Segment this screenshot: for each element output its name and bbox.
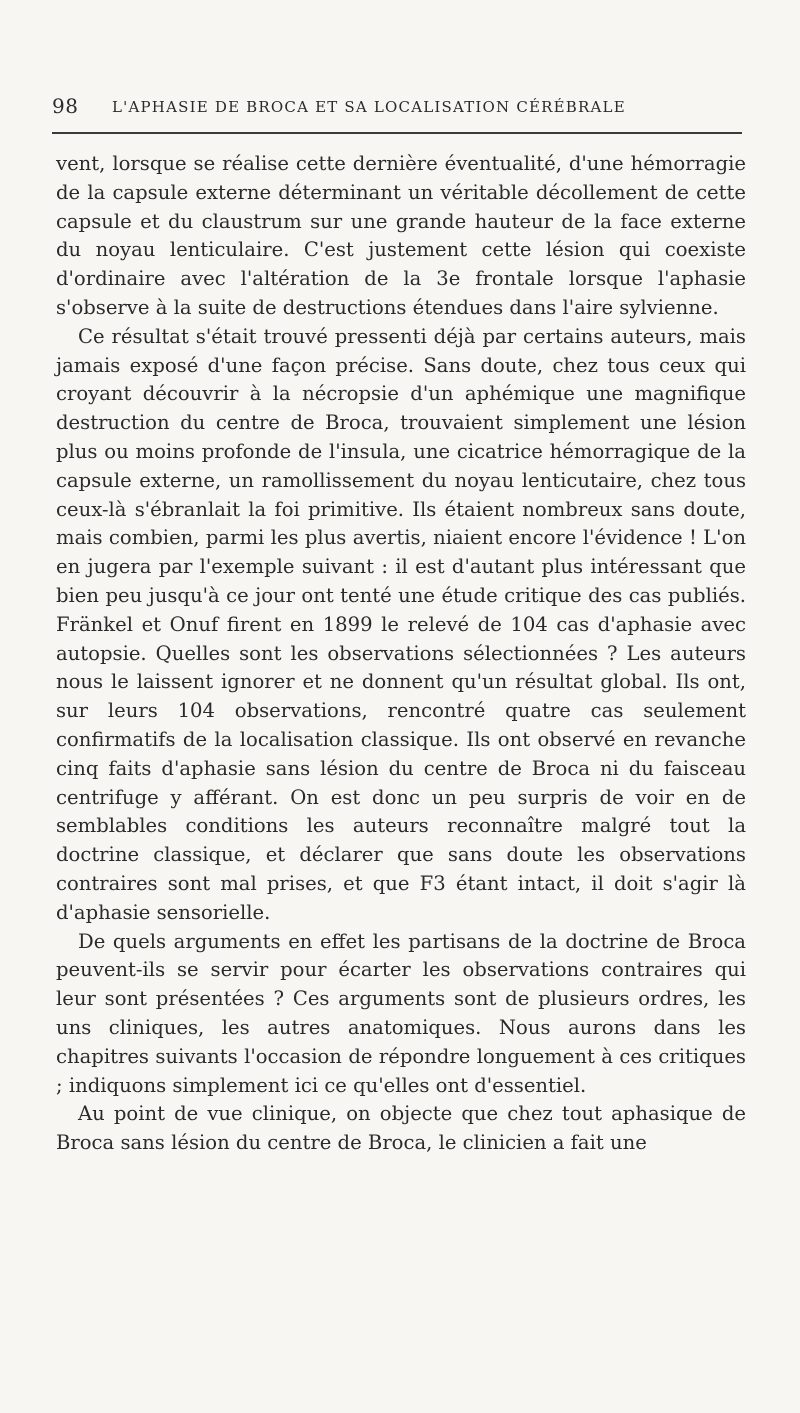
page-number: 98 (52, 94, 79, 118)
paragraph: Ce résultat s'était trouvé pressenti déjà par certains auteurs, mais jamais exposé d'une façon précise. Sans doute, chez tous ceux qui croyant découvrir à la nécropsie d'un aphémique une magnifique destruction du centre de Broca, trouvaient simplement une lésion plus ou moins profonde de l'insula, une cicatrice hémorragique de la capsule externe, un ramollissement du noyau lenticutaire, chez tous ceux-là s'ébranlait la foi primitive. Ils étaient nombreux sans doute, mais combien, parmi les plus avertis, niaient encore l'évidence ! L'on en jugera par l'exemple suivant : il est d'autant plus intéressant que bien peu jusqu'à ce jour ont tenté une étude critique des cas publiés. Fränkel et Onuf firent en 1899 le relevé de 104 cas d'aphasie avec autopsie. Quelles sont les observations sélectionnées ? Les auteurs nous le laissent ignorer et ne donnent qu'un résultat global. Ils ont, sur leurs 104 observations, rencontré quatre cas seulement confirmatifs de la localisation classique. Ils ont observé en revanche cinq faits d'aphasie sans lésion du centre de Broca ni du faisceau centrifuge y afférant. On est donc un peu surpris de voir en de semblables conditions les auteurs reconnaître malgré tout la doctrine classique, et déclarer que sans doute les observations contraires sont mal prises, et que F3 étant intact, il doit s'agir là d'aphasie sensorielle. (56, 324, 746, 924)
page-header (52, 92, 742, 134)
paragraph: De quels arguments en effet les partisans de la doctrine de Broca peuvent-ils se servir pour écarter les observations contraires qui leur sont présentées ? Ces arguments sont de plusieurs ordres, les uns cliniques, les autres anatomiques. Nous aurons dans les chapitres suivants l'occasion de répondre longuement à ces critiques ; indiquons simplement ici ce qu'elles ont d'essentiel. (56, 929, 746, 1097)
paragraph: Au point de vue clinique, on objecte que chez tout aphasique de Broca sans lésion du centre de Broca, le clinicien a fait une (56, 1102, 746, 1155)
running-title: L'APHASIE DE BROCA ET SA LOCALISATION CÉRÉBRALE (112, 98, 626, 116)
body-text (56, 150, 746, 1158)
paragraph: vent, lorsque se réalise cette dernière éventualité, d'une hémorragie de la capsule externe déterminant un véritable décollement de cette capsule et du claustrum sur une grande hauteur de la face externe du noyau lenticulaire. C'est justement cette lésion qui coexiste d'ordinaire avec l'altération de la 3e frontale lorsque l'aphasie s'observe à la suite de destructions étendues dans l'aire sylvienne. (56, 152, 746, 319)
